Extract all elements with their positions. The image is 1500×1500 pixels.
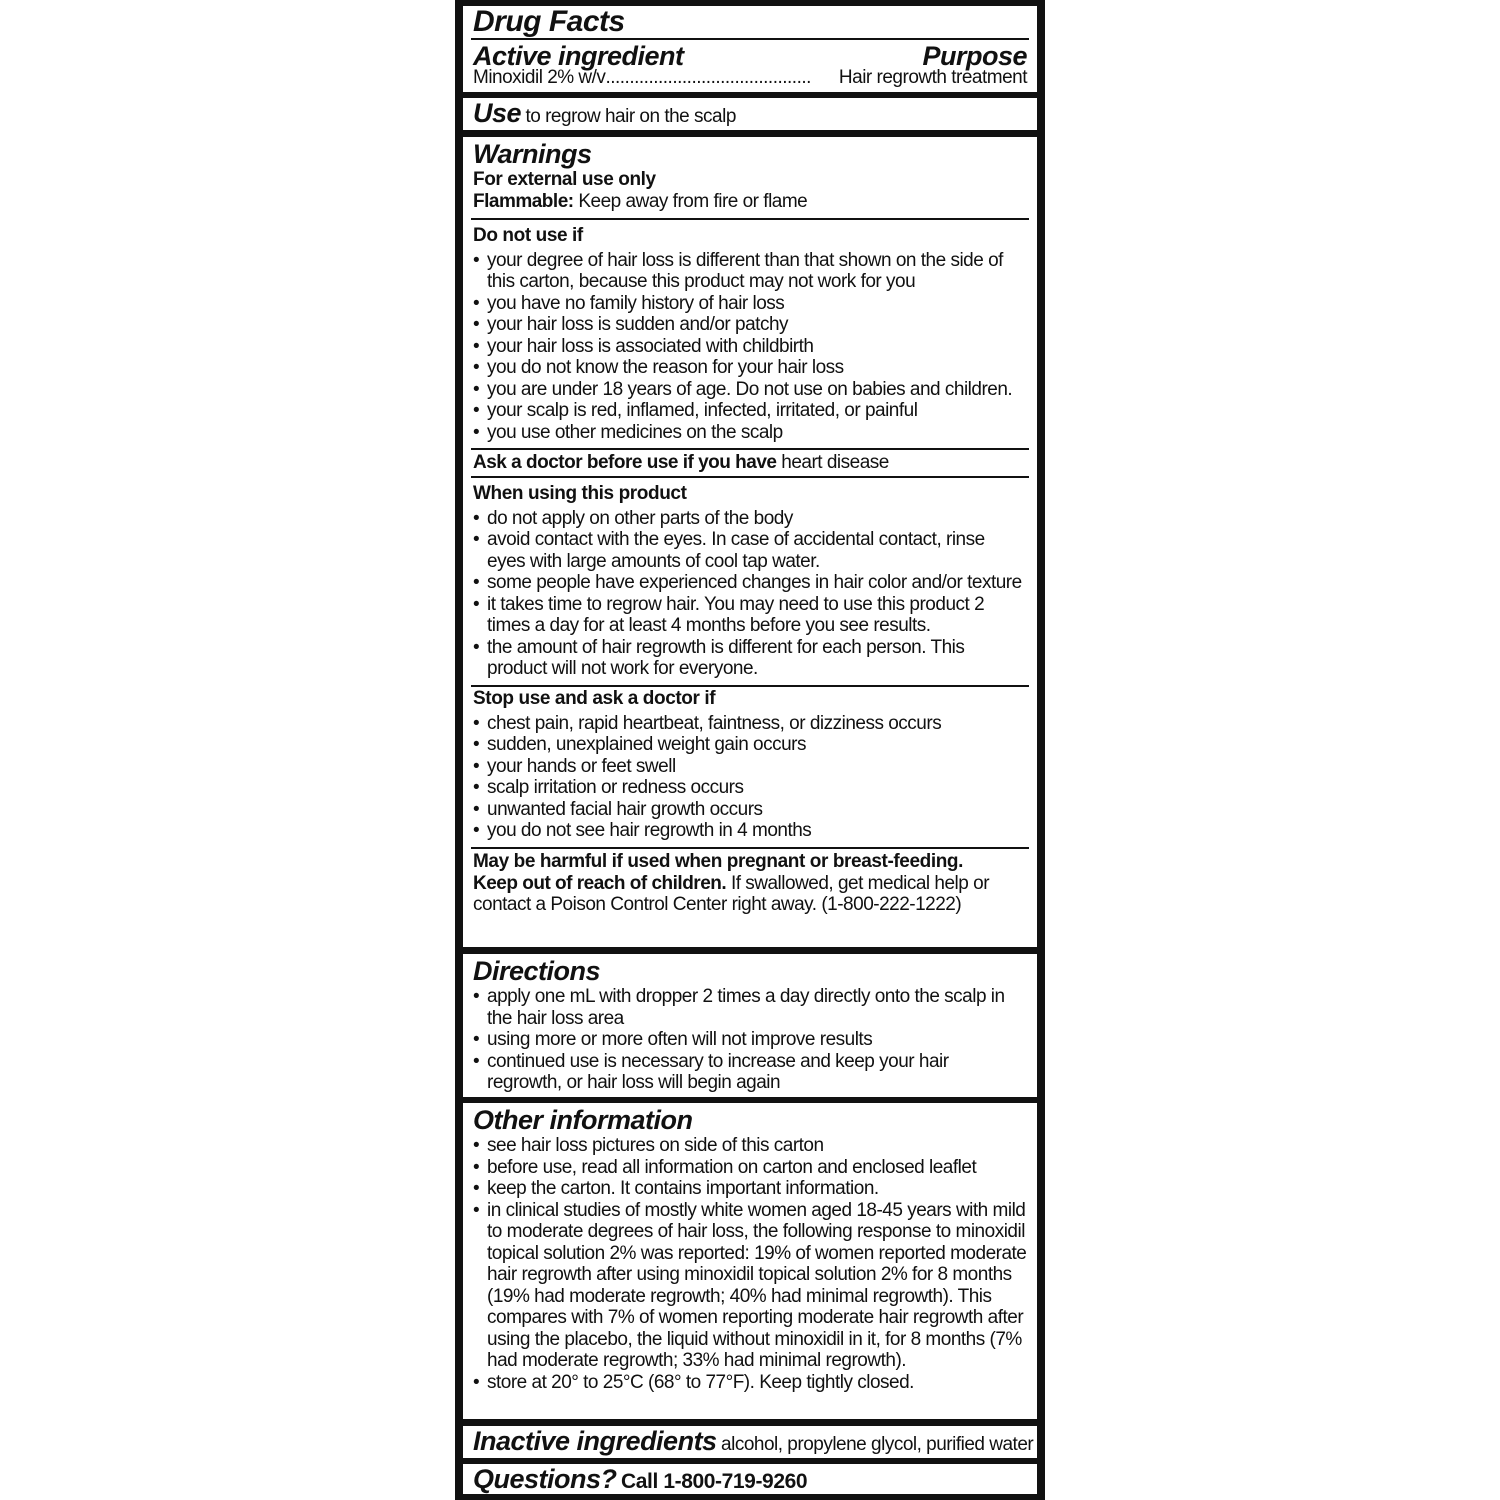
list-item: • store at 20° to 25°C (68° to 77°F). Keep tightly closed. (473, 1372, 1027, 1394)
inactive-ingredients-panel (463, 1426, 1037, 1458)
divider (471, 448, 1029, 450)
use-panel (463, 98, 1037, 130)
directions-panel (463, 954, 1037, 1097)
warnings-panel (463, 137, 1037, 947)
inactive-ingredients-text: alcohol, propylene glycol, purified water (721, 1434, 1034, 1455)
stop-use-heading: Stop use and ask a doctor if (473, 687, 716, 709)
list-item: • your hands or feet swell (473, 756, 1027, 778)
divider (471, 38, 1029, 40)
list-item: • it takes time to regrow hair. You may need to use this product 2 times a day for at least 4 months before you see results. (473, 594, 1027, 637)
keep-out-label: Keep out of reach of children. (473, 872, 727, 894)
list-item: • you do not see hair regrowth in 4 months (473, 820, 1027, 842)
divider (471, 685, 1029, 687)
drug-facts-label (455, 0, 1045, 1500)
when-using-list (473, 508, 1027, 680)
use-heading: Use (473, 98, 522, 128)
when-using-heading: When using this product (473, 482, 687, 504)
list-item: • before use, read all information on carton and enclosed leaflet (473, 1157, 1027, 1179)
list-item: • your hair loss is sudden and/or patchy (473, 314, 1027, 336)
drug-facts-title: Drug Facts (473, 6, 625, 38)
active-ingredient-panel (463, 6, 1037, 92)
ask-doctor-text: heart disease (781, 452, 889, 473)
purpose-heading: Purpose (922, 41, 1027, 71)
pregnancy-warning: May be harmful if used when pregnant or breast-feeding. (473, 850, 964, 872)
list-item: • you do not know the reason for your hair loss (473, 357, 1027, 379)
list-item: • in clinical studies of mostly white women aged 18-45 years with mild to moderate degrees of hair loss, the following response to minoxidil topical solution 2% was reported: 19% of women reported moderate hair regrowth after using minoxidil topical solution 2% for 8 months (19% had moderate regrowth; 40% had minimal regrowth). This compares with 7% of women reporting moderate hair regrowth after using the placebo, the liquid without minoxidil in it, for 8 months (7% had moderate regrowth; 33% had minimal regrowth). (473, 1200, 1027, 1372)
flammable-label: Flammable: (473, 191, 574, 212)
divider (471, 476, 1029, 478)
list-item: • you use other medicines on the scalp (473, 422, 1027, 444)
directions-list (473, 986, 1027, 1094)
list-item: • do not apply on other parts of the body (473, 508, 1027, 530)
other-information-panel (463, 1103, 1037, 1419)
stop-use-list (473, 713, 1027, 842)
list-item: • you are under 18 years of age. Do not use on babies and children. (473, 379, 1027, 401)
other-information-heading: Other information (473, 1105, 693, 1135)
list-item: • continued use is necessary to increase and keep your hair regrowth, or hair loss will begin again (473, 1051, 1027, 1094)
list-item: • some people have experienced changes in hair color and/or texture (473, 572, 1027, 594)
list-item: • the amount of hair regrowth is different for each person. This product will not work for everyone. (473, 637, 1027, 680)
use-text: to regrow hair on the scalp (525, 106, 736, 127)
active-ingredient-name: Minoxidil 2% w/v (473, 67, 606, 88)
warnings-heading: Warnings (473, 139, 592, 169)
directions-heading: Directions (473, 956, 601, 986)
questions-panel (463, 1464, 1037, 1494)
questions-phone: Call 1-800-719-9260 (620, 1470, 808, 1493)
external-use-warning: For external use only (473, 169, 656, 190)
inactive-ingredients-heading: Inactive ingredients (473, 1426, 717, 1456)
active-ingredient-purpose: Hair regrowth treatment (838, 67, 1027, 88)
do-not-use-list (473, 250, 1027, 444)
list-item: • your hair loss is associated with childbirth (473, 336, 1027, 358)
do-not-use-heading: Do not use if (473, 224, 583, 246)
list-item: • your degree of hair loss is different than that shown on the side of this carton, because this product may not work for you (473, 250, 1027, 293)
leader-dots: ........................................... (605, 67, 811, 88)
ask-doctor-label: Ask a doctor before use if you have (473, 452, 777, 473)
list-item: • apply one mL with dropper 2 times a day directly onto the scalp in the hair loss area (473, 986, 1027, 1029)
list-item: • your scalp is red, inflamed, infected, irritated, or painful (473, 400, 1027, 422)
keep-out-text: If swallowed, get medical help or contact a Poison Control Center right away. (1-800-222-1222) (473, 872, 990, 915)
list-item: • unwanted facial hair growth occurs (473, 799, 1027, 821)
list-item: • you have no family history of hair loss (473, 293, 1027, 315)
list-item: • avoid contact with the eyes. In case of accidental contact, rinse eyes with large amounts of cool tap water. (473, 529, 1027, 572)
other-information-list (473, 1135, 1027, 1393)
list-item: • scalp irritation or redness occurs (473, 777, 1027, 799)
list-item: • keep the carton. It contains important information. (473, 1178, 1027, 1200)
divider (471, 218, 1029, 220)
flammable-text: Keep away from fire or flame (578, 191, 808, 212)
list-item: • sudden, unexplained weight gain occurs (473, 734, 1027, 756)
list-item: • using more or more often will not improve results (473, 1029, 1027, 1051)
divider (471, 847, 1029, 849)
questions-heading: Questions? (473, 1464, 617, 1494)
active-ingredient-heading: Active ingredient (473, 41, 684, 71)
list-item: • chest pain, rapid heartbeat, faintness, or dizziness occurs (473, 713, 1027, 735)
list-item: • see hair loss pictures on side of this carton (473, 1135, 1027, 1157)
